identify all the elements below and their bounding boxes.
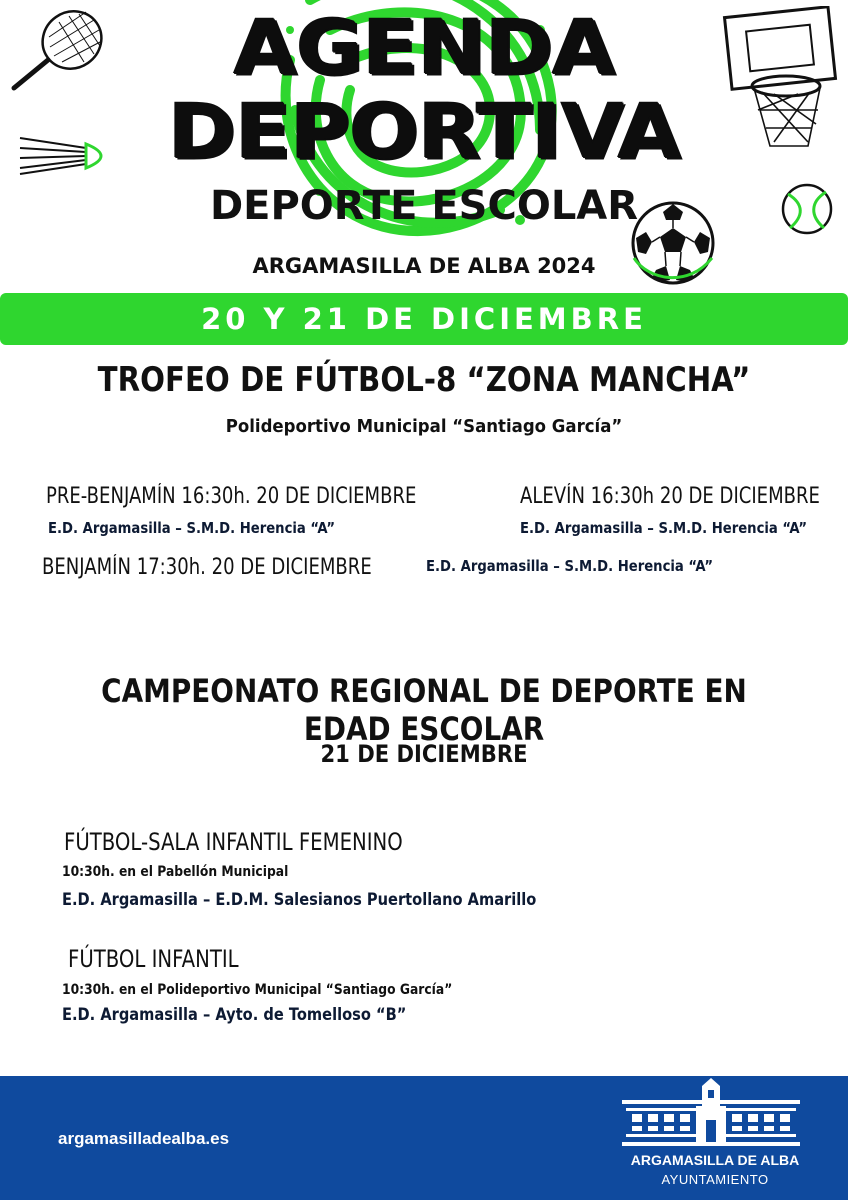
event-category: ALEVÍN 16:30h 20 DE DICIEMBRE (520, 484, 820, 509)
event-match: E.D. Argamasilla – S.M.D. Herencia “A” (426, 557, 714, 575)
event-detail: 10:30h. en el Polideportivo Municipal “Santiago García” (62, 982, 453, 998)
event-category: BENJAMÍN 17:30h. 20 DE DICIEMBRE (42, 555, 372, 580)
campeonato-title: CAMPEONATO REGIONAL DE DEPORTE EN EDAD ESCOLAR (101, 672, 747, 748)
town-hall-logo (622, 1078, 800, 1150)
date-band-text: 20 Y 21 DE DICIEMBRE (201, 302, 647, 336)
page-title-line-1: AGENDA (233, 4, 615, 93)
event-match: E.D. Argamasilla – S.M.D. Herencia “A” (48, 519, 336, 537)
page-subtitle: DEPORTE ESCOLAR (209, 183, 639, 229)
event-detail: 10:30h. en el Pabellón Municipal (62, 864, 289, 880)
event-category: PRE-BENJAMÍN 16:30h. 20 DE DICIEMBRE (46, 484, 417, 509)
page-title-line-2: DEPORTIVA (167, 88, 681, 177)
locality-year: ARGAMASILLA DE ALBA 2024 (252, 254, 596, 278)
event-title: FÚTBOL-SALA INFANTIL FEMENINO (64, 828, 403, 856)
org-subtitle: AYUNTAMIENTO (661, 1172, 769, 1187)
trofeo-title: TROFEO DE FÚTBOL-8 “ZONA MANCHA” (97, 360, 751, 400)
event-match: E.D. Argamasilla – E.D.M. Salesianos Puertollano Amarillo (62, 890, 537, 910)
website-link[interactable]: argamasilladealba.es (58, 1129, 230, 1148)
campeonato-date: 21 DE DICIEMBRE (320, 740, 528, 768)
org-name: ARGAMASILLA DE ALBA (630, 1152, 800, 1168)
event-match: E.D. Argamasilla – Ayto. de Tomelloso “B” (62, 1005, 407, 1025)
event-match: E.D. Argamasilla – S.M.D. Herencia “A” (520, 519, 808, 537)
event-title: FÚTBOL INFANTIL (68, 945, 239, 973)
trofeo-venue: Polideportivo Municipal “Santiago García” (225, 416, 623, 437)
